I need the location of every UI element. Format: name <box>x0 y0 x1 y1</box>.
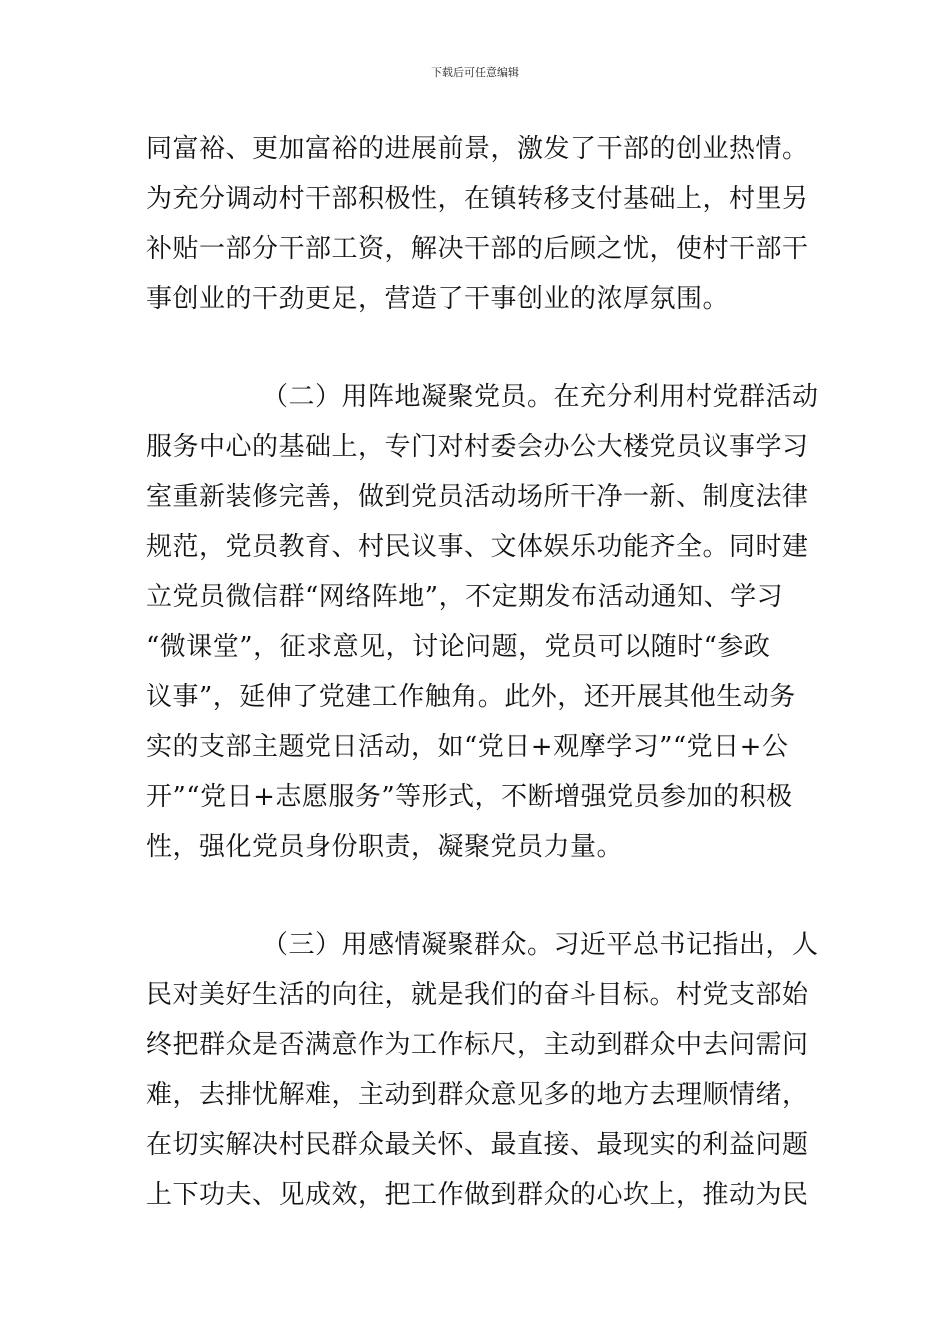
paragraph-line: 上下功夫、见成效，把工作做到群众的心坎上，推动为民 <box>146 1180 809 1210</box>
header-note: 下载后可任意编辑 <box>431 66 519 79</box>
paragraph-line: 规范，党员教育、村民议事、文体娱乐功能齐全。同时建 <box>146 532 809 562</box>
paragraph-line: 议事”，延伸了党建工作触角。此外，还开展其他生动务 <box>146 682 796 712</box>
paragraph-line: 终把群众是否满意作为工作标尺，主动到群众中去问需问 <box>146 1030 809 1060</box>
paragraph-line: 同富裕、更加富裕的进展前景，激发了干部的创业热情。 <box>146 134 809 164</box>
paragraph-line: 室重新装修完善，做到党员活动场所干净一新、制度法律 <box>146 482 809 512</box>
paragraph-line: 补贴一部分干部工资，解决干部的后顾之忧，使村干部干 <box>146 234 809 264</box>
paragraph-line: 服务中心的基础上，专门对村委会办公大楼党员议事学习 <box>146 432 809 462</box>
paragraph-line: （三）用感情凝聚群众。习近平总书记指出，人 <box>262 930 819 960</box>
paragraph-line: 为充分调动村干部积极性，在镇转移支付基础上，村里另 <box>146 184 809 214</box>
paragraph-line: 民对美好生活的向往，就是我们的奋斗目标。村党支部始 <box>146 980 809 1010</box>
paragraph-line: “微课堂”，征求意见，讨论问题，党员可以随时“参政 <box>146 632 771 662</box>
paragraph-line: 事创业的干劲更足，营造了干事创业的浓厚氛围。 <box>146 284 730 314</box>
paragraph-line: 实的支部主题党日活动，如“党日+观摩学习”“党日+公 <box>146 732 789 762</box>
paragraph-line: （二）用阵地凝聚党员。在充分利用村党群活动 <box>262 382 819 412</box>
paragraph-line: 开”“党日+志愿服务”等形式，不断增强党员参加的积极 <box>146 782 793 812</box>
paragraph-line: 在切实解决村民群众最关怀、最直接、最现实的利益问题 <box>146 1130 809 1160</box>
paragraph-line: 难，去排忧解难，主动到群众意见多的地方去理顺情绪， <box>146 1080 809 1110</box>
paragraph-line: 性，强化党员身份职责，凝聚党员力量。 <box>146 832 624 862</box>
paragraph-line: 立党员微信群“网络阵地”，不定期发布活动通知、学习 <box>146 582 784 612</box>
